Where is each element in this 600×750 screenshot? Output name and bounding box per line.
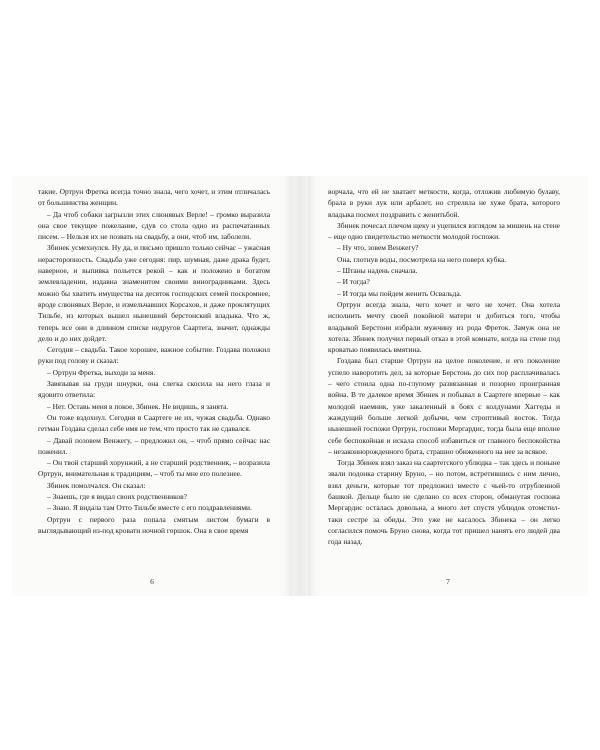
paragraph: Гоздава был старше Ортрун на целое поколение, и его поколение успело наворотить дел, за которые Берстонь до сих пор расплачивалась – чего стоила одна по-глупому развязанная и позорно проигранная война. В те далекое время Збинек и побывал в Саартеге впервые – как молодой наемник, уже закаленный в боях с колдунами Хаггеды и жаждущий больше легкой добычи, чем строптивый восток. Тогда нынешней госпожи Ортрун, госпожи Мергардис, тогда была еще вполне себе беспокойная и искала способ избавиться от главного беспокойства – незаконнорожденного брата, страшно обиженного на нее за всякое.	[328, 356, 560, 456]
paragraph: Ортрун с первого раза попала смятым листом бумаги в выглядывающий из-под кровати ночной горшок. Она в свое время	[38, 514, 270, 535]
paragraph: Он тоже вздохнул. Сегодня в Саартеге не их, чужая свадьба. Однако гетман Гоздава сделал себе имя не тем, что просто так не сдавался.	[38, 412, 270, 434]
paragraph: Збинек почесал плечом щеку и уцепился взглядом за мишень на стене – еще одно свидетельство меткости молодой госпожи.	[328, 220, 560, 242]
paragraph: – Ортрун Фретка, выходи за меня.	[47, 367, 156, 377]
paragraph: – Знаю. Я видала там Отто Тильбе вместе с его поздравлениями.	[47, 503, 252, 513]
paragraph: Тогда Збинек взял заказ на саартегского ублюдка – так здесь и поныне звали подонка старину Бруно, – но потом, встретившись с ним лично, взял деньги, которые тот предложил вместе с чьей-то отрубленной башкой. Дельце было не сделано со всех сторон, обманутая госпожа Мергардис осталась довольна, а много лет спустя ублюдок отомстил-таки сестре за обиды. Это уже не касалось Збинека – он легко согласился помочь Бруно снова, когда тот пришел нанять его людей два года назад.	[328, 458, 560, 547]
paragraph: – И тогда мы пойдем женить Освальда.	[337, 288, 462, 298]
paragraph: такие. Ортрун Фретка всегда точно знала, чего хочет, и этим отличалась от большинства женщин.	[38, 187, 270, 208]
left-page	[12, 176, 292, 596]
paragraph: – Он твой старший хорунжий, а не старший родственник, – возразила Ортрун, внимательная к традициям, – чтоб ты мне его полезнее.	[38, 458, 270, 479]
page-number-right: 7	[446, 577, 450, 586]
paragraph: Завязывая на груди шнурки, она слегка скосила на него глаза и ядовито ответила:	[38, 379, 270, 400]
paragraph: Она, глотнув воды, посмотрела на него поверх кубка.	[337, 254, 507, 264]
page-number-left: 6	[150, 577, 154, 586]
paragraph: Сегодня – свадьба. Такое хорошее, важное событие. Гоздава положил руки под голову и сказал:	[38, 345, 270, 366]
paragraph: – Да чтоб собаки загрызли этих слюнявых Верле! – громко выразила она свое текущее пожелание, сдув со стола одно из распечатанных писем. – Нельзя их не позвать на свадьбу, а они, чтоб им, заболели.	[38, 209, 270, 242]
paragraph: Збинек усмехнулся. Ну да, и письмо пришло только сейчас – ужасная нерасторопность. Свадьба уже сегодня: пир, шумная, даже драка будет, наверное, и выпивка польется рекой – как и положено в богатом землевладении, издавна знаменитом своими виноградниками. Здесь можно бы хватить имущества на десяток господских семей поскромнее, вроде слюнявых Верле, и измельчавших Корсахов, и даже проклятущих Тильбе, из которых вышел нынешний берстонский владыка. Что ж, теперь все они в длинном списке недругов Саартега, значит, однажды дело и до них дойдет.	[38, 243, 270, 343]
right-page-text	[328, 186, 560, 548]
right-page	[308, 176, 588, 596]
paragraph: ворчала, что ей не хватает меткости, когда, отложив любимую булаву, брала в руки лук или арбалет, но стреляла не хуже брата, которого владыка посмел поздравить с женитьбой.	[328, 187, 560, 219]
paragraph: – И тогда?	[337, 277, 370, 287]
paragraph: – Ну что, зовем Венжегу?	[337, 243, 419, 253]
book-gutter	[292, 176, 308, 596]
paragraph: – Штаны надень сначала.	[337, 266, 418, 276]
paragraph: Збинек помолчался. Он сказал:	[47, 480, 146, 490]
paragraph: – Знаешь, где я видал своих родственников?	[47, 492, 187, 502]
paragraph: Ортрун всегда знала, чего хочет и чего не хочет. Она хотела исполнить мечту своей покойной матери и добиться того, чтобы владыкой Берстони избрали мужчину из рода Фреток. Замуж она не хотела. Збинек получил первый отказ в этой комнате, когда на стене под кроватью появилась вмятина.	[328, 299, 560, 355]
paragraph: – Давай позовем Венжегу, – предложил он, – чтоб прямо сейчас нас поженил.	[38, 435, 270, 456]
paragraph: – Нет. Оставь меня в покое, Збинек. Не видишь, я занята.	[47, 401, 229, 411]
left-page-text	[38, 186, 270, 536]
